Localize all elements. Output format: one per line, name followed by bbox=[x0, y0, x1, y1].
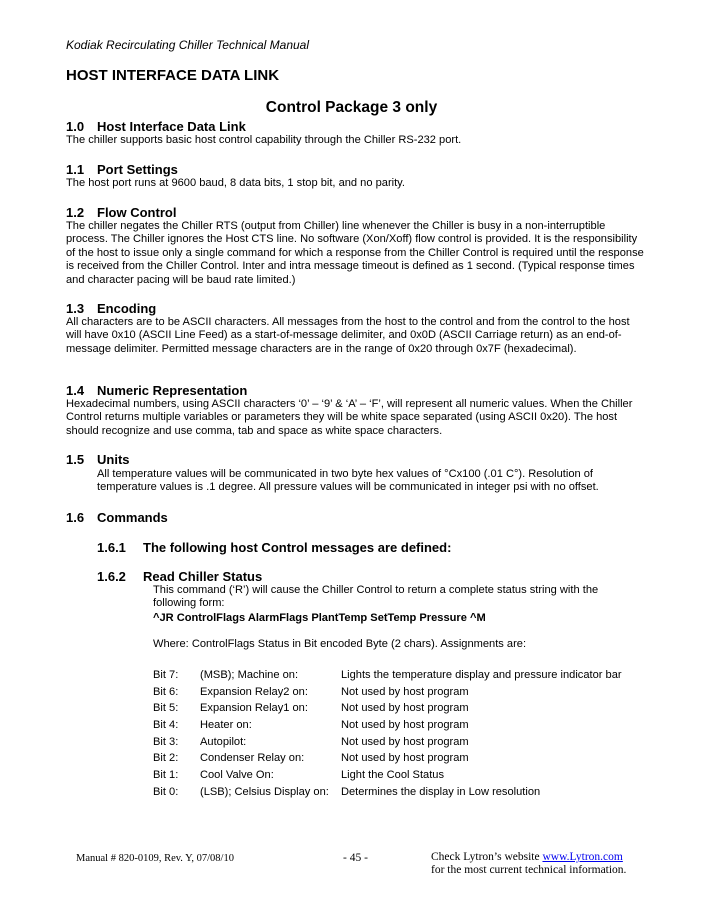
section-title: Units bbox=[97, 452, 130, 467]
section-number: 1.2 bbox=[66, 205, 85, 220]
bit-name: (LSB); Celsius Display on: bbox=[200, 786, 329, 798]
bit-row bbox=[153, 736, 653, 753]
bit-number: Bit 0: bbox=[153, 786, 179, 798]
bit-number: Bit 3: bbox=[153, 736, 179, 748]
subsection-heading-1-6-2 bbox=[97, 569, 262, 584]
subsection-heading-1-6-1 bbox=[97, 540, 451, 555]
bit-description: Not used by host program bbox=[341, 686, 469, 698]
section-title: Encoding bbox=[97, 301, 157, 316]
bit-description: Not used by host program bbox=[341, 719, 469, 731]
subsection-title: The following host Control messages are defined: bbox=[143, 540, 452, 555]
bit-description: Determines the display in Low resolution bbox=[341, 786, 541, 798]
section-number: 1.6 bbox=[66, 510, 85, 525]
section-title: Commands bbox=[97, 510, 168, 525]
lytron-website-link[interactable]: www.Lytron.com bbox=[542, 851, 623, 863]
footer-manual-number: Manual # 820-0109, Rev. Y, 07/08/10 bbox=[76, 853, 234, 864]
subsection-number: 1.6.2 bbox=[97, 569, 126, 584]
section-number: 1.4 bbox=[66, 383, 85, 398]
command-description: This command (‘R’) will cause the Chiller Control to return a complete status string with the following form: bbox=[153, 584, 599, 610]
section-title: Flow Control bbox=[97, 205, 177, 220]
page-title: HOST INTERFACE DATA LINK bbox=[66, 67, 280, 84]
bit-row bbox=[153, 669, 653, 686]
section-body-1-3: All characters are to be ASCII characters. All messages from the host to the control and from the control to the host will have 0x10 (ASCII Line Feed) as a start-of-message delimiter, and 0x0D (ASCII Carriage return) as an end-of-message delimiter. Permitted message characters are in the range of 0x20 through 0x7F (hexadecimal). bbox=[66, 316, 630, 355]
bit-description: Not used by host program bbox=[341, 736, 469, 748]
bit-name: Autopilot: bbox=[200, 736, 247, 748]
section-body-1-2: The chiller negates the Chiller RTS (output from Chiller) line whenever the Chiller is busy in a non-interruptible process. The Chiller ignores the Host CTS line. No software (Xon/Xoff) flow control is provided. It is the responsibility of the host to issue only a single command for which a response from the Chiller Control is required until the response is received from the Chiller Control. Inter and intra message timeout is defined as 1 second. (Typical response times and character pacing will be baud rate limited.) bbox=[66, 220, 644, 286]
section-heading-1-6 bbox=[66, 510, 168, 525]
section-number: 1.5 bbox=[66, 452, 85, 467]
bit-description: Light the Cool Status bbox=[341, 769, 444, 781]
where-text: Where: ControlFlags Status in Bit encoded Byte (2 chars). Assignments are: bbox=[153, 638, 527, 650]
bit-number: Bit 4: bbox=[153, 719, 179, 731]
section-body-1-5: All temperature values will be communicated in two byte hex values of °Cx100 (.01 C°). Resolution of temperature values is .1 degree. All pressure values will be communicated in integer psi with no offset. bbox=[97, 468, 599, 494]
footer-check-text: Check Lytron’s website bbox=[431, 851, 543, 863]
section-body-1-0: The chiller supports basic host control capability through the Chiller RS-232 port. bbox=[66, 134, 462, 146]
bit-row bbox=[153, 752, 653, 769]
bit-name: Expansion Relay2 on: bbox=[200, 686, 308, 698]
bit-name: Heater on: bbox=[200, 719, 252, 731]
bit-row bbox=[153, 686, 653, 703]
bit-number: Bit 2: bbox=[153, 752, 179, 764]
page-number: - 45 - bbox=[343, 852, 368, 864]
bit-number: Bit 7: bbox=[153, 669, 179, 681]
bit-number: Bit 6: bbox=[153, 686, 179, 698]
section-number: 1.3 bbox=[66, 301, 85, 316]
bit-name: Cool Valve On: bbox=[200, 769, 274, 781]
section-number: 1.0 bbox=[66, 119, 85, 134]
section-heading-1-3 bbox=[66, 301, 156, 316]
section-body-1-1: The host port runs at 9600 baud, 8 data bits, 1 stop bit, and no parity. bbox=[66, 177, 405, 189]
running-header: Kodiak Recirculating Chiller Technical Manual bbox=[66, 38, 310, 52]
bit-number: Bit 1: bbox=[153, 769, 179, 781]
subsection-title: Read Chiller Status bbox=[143, 569, 263, 584]
section-title: Host Interface Data Link bbox=[97, 119, 246, 134]
section-body-1-4: Hexadecimal numbers, using ASCII characters ‘0’ – ‘9’ & ‘A’ – ‘F’, will represent all numeric values. When the Chiller Control returns multiple variables or parameters they will be white space separated (using ASCII 0x20). The host should recognize and use comma, tab and space as white space characters. bbox=[66, 398, 633, 437]
section-heading-1-2 bbox=[66, 205, 176, 220]
section-heading-1-4 bbox=[66, 383, 247, 398]
page-subtitle: Control Package 3 only bbox=[265, 99, 438, 116]
command-format: ^JR ControlFlags AlarmFlags PlantTemp SetTemp Pressure ^M bbox=[153, 612, 486, 624]
section-title: Numeric Representation bbox=[97, 383, 248, 398]
footer-website-note bbox=[431, 851, 626, 877]
subsection-number: 1.6.1 bbox=[97, 540, 126, 555]
bit-description: Not used by host program bbox=[341, 752, 469, 764]
bit-description: Not used by host program bbox=[341, 702, 469, 714]
bit-row bbox=[153, 769, 653, 786]
section-heading-1-5 bbox=[66, 452, 130, 467]
bit-description: Lights the temperature display and pressure indicator bar bbox=[341, 669, 622, 681]
bit-name: Expansion Relay1 on: bbox=[200, 702, 308, 714]
bit-name: Condenser Relay on: bbox=[200, 752, 305, 764]
bit-number: Bit 5: bbox=[153, 702, 179, 714]
section-heading-1-0 bbox=[66, 119, 246, 134]
section-number: 1.1 bbox=[66, 162, 85, 177]
bit-row bbox=[153, 702, 653, 719]
section-title: Port Settings bbox=[97, 162, 178, 177]
section-heading-1-1 bbox=[66, 162, 178, 177]
bit-name: (MSB); Machine on: bbox=[200, 669, 299, 681]
bit-row bbox=[153, 786, 653, 803]
footer-check-suffix: for the most current technical information. bbox=[431, 864, 627, 876]
bit-row bbox=[153, 719, 653, 736]
